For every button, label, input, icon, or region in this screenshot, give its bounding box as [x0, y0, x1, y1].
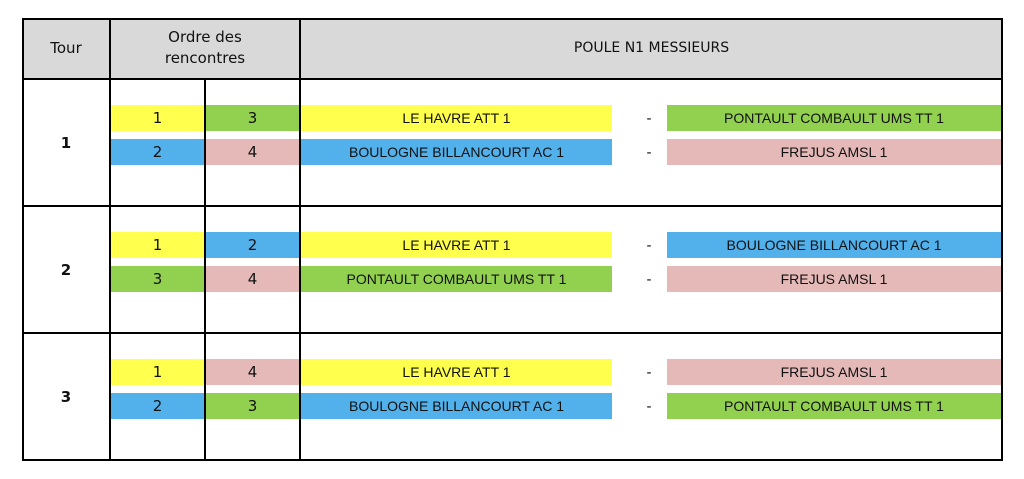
header-bottom-line	[22, 78, 1003, 80]
match-order-b: 3	[206, 393, 299, 419]
tour-separator-2	[22, 332, 1003, 334]
match-separator: -	[646, 363, 652, 381]
col-line-tour	[109, 18, 111, 461]
match-order-a: 1	[111, 359, 204, 385]
border-right	[1001, 18, 1003, 461]
away-team: FREJUS AMSL 1	[667, 359, 1001, 385]
tour-block-2	[22, 206, 1003, 333]
header-ordre	[110, 18, 300, 78]
poule-title: POULE N1 MESSIEURS	[573, 40, 730, 56]
tour-number: 3	[60, 387, 72, 406]
match-order-b: 4	[206, 359, 299, 385]
tour-block-3	[22, 333, 1003, 460]
away-team: PONTAULT COMBAULT UMS TT 1	[667, 105, 1001, 131]
away-team: FREJUS AMSL 1	[667, 266, 1001, 292]
match-order-a: 1	[111, 232, 204, 258]
header-tour-label: Tour	[50, 39, 82, 57]
home-team: BOULOGNE BILLANCOURT AC 1	[301, 393, 612, 419]
match-separator: -	[646, 270, 652, 288]
match-separator: -	[646, 109, 652, 127]
home-team: BOULOGNE BILLANCOURT AC 1	[301, 139, 612, 165]
away-team: PONTAULT COMBAULT UMS TT 1	[667, 393, 1001, 419]
match-order-b: 3	[206, 105, 299, 131]
tour-number: 1	[60, 133, 72, 152]
away-team: BOULOGNE BILLANCOURT AC 1	[667, 232, 1001, 258]
header-tour	[22, 18, 110, 78]
match-order-a: 3	[111, 266, 204, 292]
col-line-ordre	[299, 18, 301, 461]
tour-number: 2	[60, 260, 72, 279]
match-separator: -	[646, 397, 652, 415]
border-top	[22, 18, 1003, 20]
col-line-ordre-mid	[204, 78, 206, 461]
border-left	[22, 18, 24, 461]
away-team: FREJUS AMSL 1	[667, 139, 1001, 165]
header-ordre-line2: rencontres	[164, 49, 246, 67]
match-order-a: 1	[111, 105, 204, 131]
match-order-b: 2	[206, 232, 299, 258]
home-team: LE HAVRE ATT 1	[301, 232, 612, 258]
match-order-a: 2	[111, 139, 204, 165]
home-team: LE HAVRE ATT 1	[301, 359, 612, 385]
match-order-a: 2	[111, 393, 204, 419]
match-order-b: 4	[206, 266, 299, 292]
header-poule	[300, 18, 1003, 78]
tour-block-1	[22, 79, 1003, 206]
border-bottom	[22, 459, 1003, 461]
header-ordre-line1: Ordre des	[168, 28, 242, 46]
match-separator: -	[646, 143, 652, 161]
match-order-b: 4	[206, 139, 299, 165]
home-team: LE HAVRE ATT 1	[301, 105, 612, 131]
schedule-table	[22, 18, 1003, 461]
home-team: PONTAULT COMBAULT UMS TT 1	[301, 266, 612, 292]
match-separator: -	[646, 236, 652, 254]
tour-separator-1	[22, 205, 1003, 207]
